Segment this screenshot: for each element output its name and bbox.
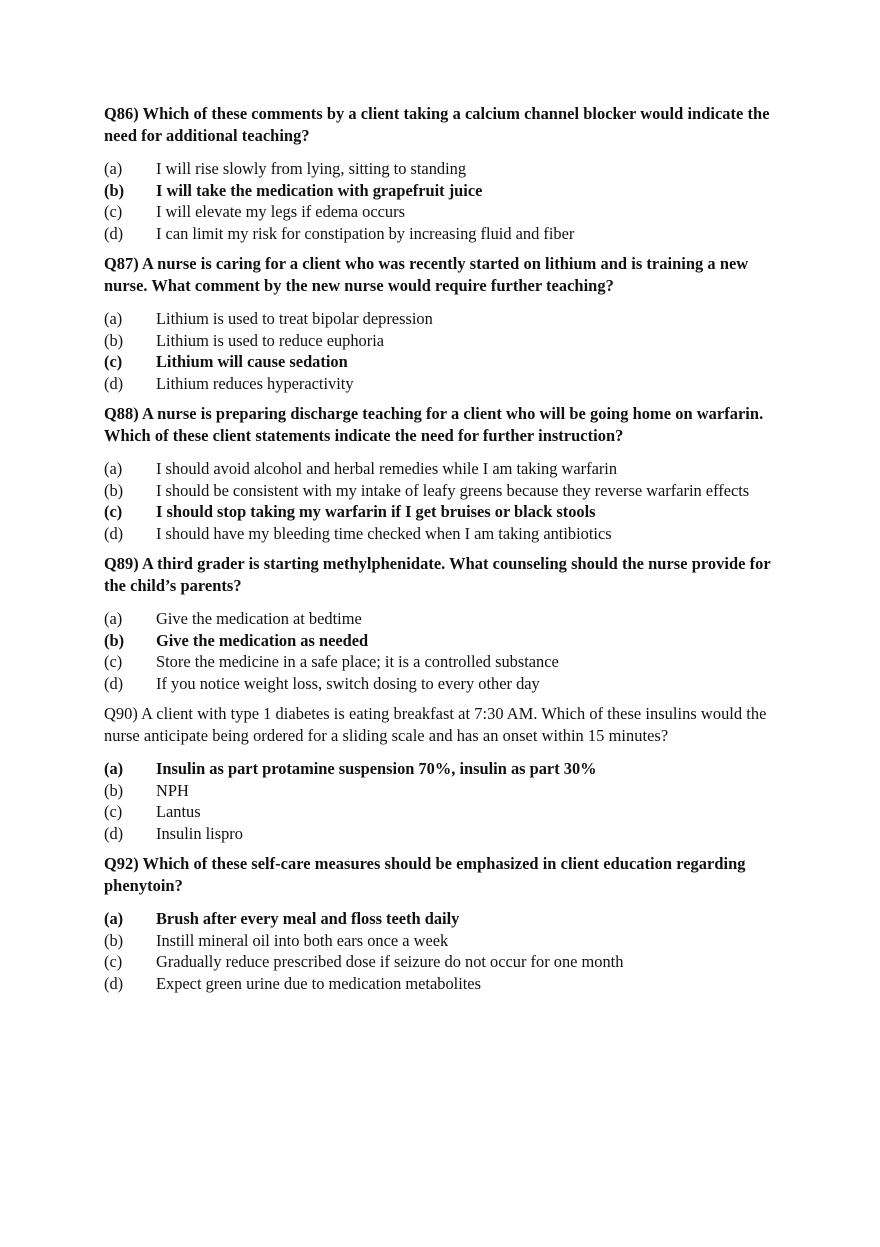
option-d [104, 223, 794, 245]
option-letter: (c) [104, 202, 123, 221]
option-text: Lithium is used to reduce euphoria [156, 330, 385, 350]
option-letter: (a) [104, 759, 124, 778]
option-d [104, 823, 794, 845]
option-letter: (b) [104, 330, 124, 350]
option-a [104, 158, 794, 180]
option-letter: (a) [104, 609, 123, 628]
option-text: Insulin lispro [156, 823, 243, 843]
option-list [104, 908, 794, 994]
option-text: Give the medication at bedtime [156, 609, 362, 628]
option-text: Lithium reduces hyperactivity [156, 373, 354, 393]
option-text: Expect green urine due to medication metabolites [156, 973, 481, 993]
option-d [104, 973, 794, 995]
question-q88 [104, 403, 794, 544]
option-letter: (d) [104, 973, 124, 993]
option-c [104, 651, 794, 673]
option-list [104, 308, 794, 394]
option-text: NPH [156, 780, 189, 800]
option-letter: (d) [104, 373, 124, 393]
option-text: Gradually reduce prescribed dose if seizure do not occur for one month [156, 952, 624, 971]
option-text: Insulin as part protamine suspension 70%, insulin as part 30% [156, 759, 597, 778]
option-letter: (b) [104, 780, 124, 800]
option-a [104, 308, 794, 330]
option-text: Lithium will cause sedation [156, 352, 348, 371]
option-text: I will rise slowly from lying, sitting to standing [156, 159, 467, 178]
question-stem: Q89) A third grader is starting methylphenidate. What counseling should the nurse provide for the child’s parents? [104, 554, 771, 595]
option-b [104, 180, 794, 202]
option-list [104, 758, 794, 844]
question-q92 [104, 853, 794, 994]
document-page [104, 103, 794, 994]
question-q89 [104, 553, 794, 694]
option-text: I will elevate my legs if edema occurs [156, 202, 405, 221]
option-a [104, 458, 794, 480]
option-text: I should be consistent with my intake of leafy greens because they reverse warfarin effects [156, 480, 750, 500]
option-text: Instill mineral oil into both ears once a week [156, 930, 449, 950]
option-list [104, 458, 794, 544]
option-text: Give the medication as needed [156, 630, 369, 650]
option-letter: (d) [104, 523, 124, 543]
option-b [104, 480, 794, 502]
option-c [104, 351, 794, 373]
option-letter: (c) [104, 652, 123, 671]
option-text: If you notice weight loss, switch dosing to every other day [156, 673, 540, 693]
option-letter: (b) [104, 930, 124, 950]
option-c [104, 951, 794, 973]
option-letter: (a) [104, 309, 123, 328]
option-letter: (b) [104, 630, 125, 650]
option-letter: (a) [104, 159, 123, 178]
option-letter: (d) [104, 223, 124, 243]
option-text: Store the medicine in a safe place; it is a controlled substance [156, 652, 559, 671]
option-letter: (b) [104, 180, 125, 200]
option-text: I can limit my risk for constipation by increasing fluid and fiber [156, 223, 575, 243]
question-stem: Q88) A nurse is preparing discharge teaching for a client who will be going home on warfarin. Which of these client statements indicate the need for further instruction? [104, 404, 764, 445]
option-letter: (c) [104, 352, 123, 371]
option-b [104, 780, 794, 802]
option-a [104, 908, 794, 930]
option-c [104, 801, 794, 823]
option-c [104, 201, 794, 223]
option-letter: (d) [104, 673, 124, 693]
option-letter: (c) [104, 802, 123, 821]
option-list [104, 158, 794, 244]
option-letter: (d) [104, 823, 124, 843]
option-letter: (c) [104, 952, 123, 971]
option-b [104, 630, 794, 652]
option-list [104, 608, 794, 694]
question-q90 [104, 703, 794, 844]
question-stem: Q87) A nurse is caring for a client who was recently started on lithium and is training a new nurse. What comment by the new nurse would require further teaching? [104, 254, 749, 295]
option-text: Lithium is used to treat bipolar depression [156, 309, 433, 328]
option-text: I will take the medication with grapefruit juice [156, 180, 483, 200]
option-letter: (a) [104, 909, 124, 928]
option-letter: (a) [104, 459, 123, 478]
option-c [104, 501, 794, 523]
option-b [104, 930, 794, 952]
option-d [104, 523, 794, 545]
option-b [104, 330, 794, 352]
option-a [104, 608, 794, 630]
option-text: I should have my bleeding time checked when I am taking antibiotics [156, 523, 612, 543]
question-stem: Q90) A client with type 1 diabetes is eating breakfast at 7:30 AM. Which of these insulins would the nurse anticipate being ordered for a sliding scale and has an onset within 15 minutes? [104, 704, 767, 745]
option-a [104, 758, 794, 780]
question-q86 [104, 103, 794, 244]
option-text: Lantus [156, 802, 201, 821]
option-d [104, 673, 794, 695]
option-text: I should stop taking my warfarin if I get bruises or black stools [156, 502, 596, 521]
option-text: I should avoid alcohol and herbal remedies while I am taking warfarin [156, 459, 618, 478]
question-q87 [104, 253, 794, 394]
option-letter: (c) [104, 502, 123, 521]
option-d [104, 373, 794, 395]
option-letter: (b) [104, 480, 124, 500]
question-stem: Q86) Which of these comments by a client taking a calcium channel blocker would indicate the need for additional teaching? [104, 104, 770, 145]
question-stem: Q92) Which of these self-care measures should be emphasized in client education regarding phenytoin? [104, 854, 746, 895]
option-text: Brush after every meal and floss teeth daily [156, 909, 460, 928]
